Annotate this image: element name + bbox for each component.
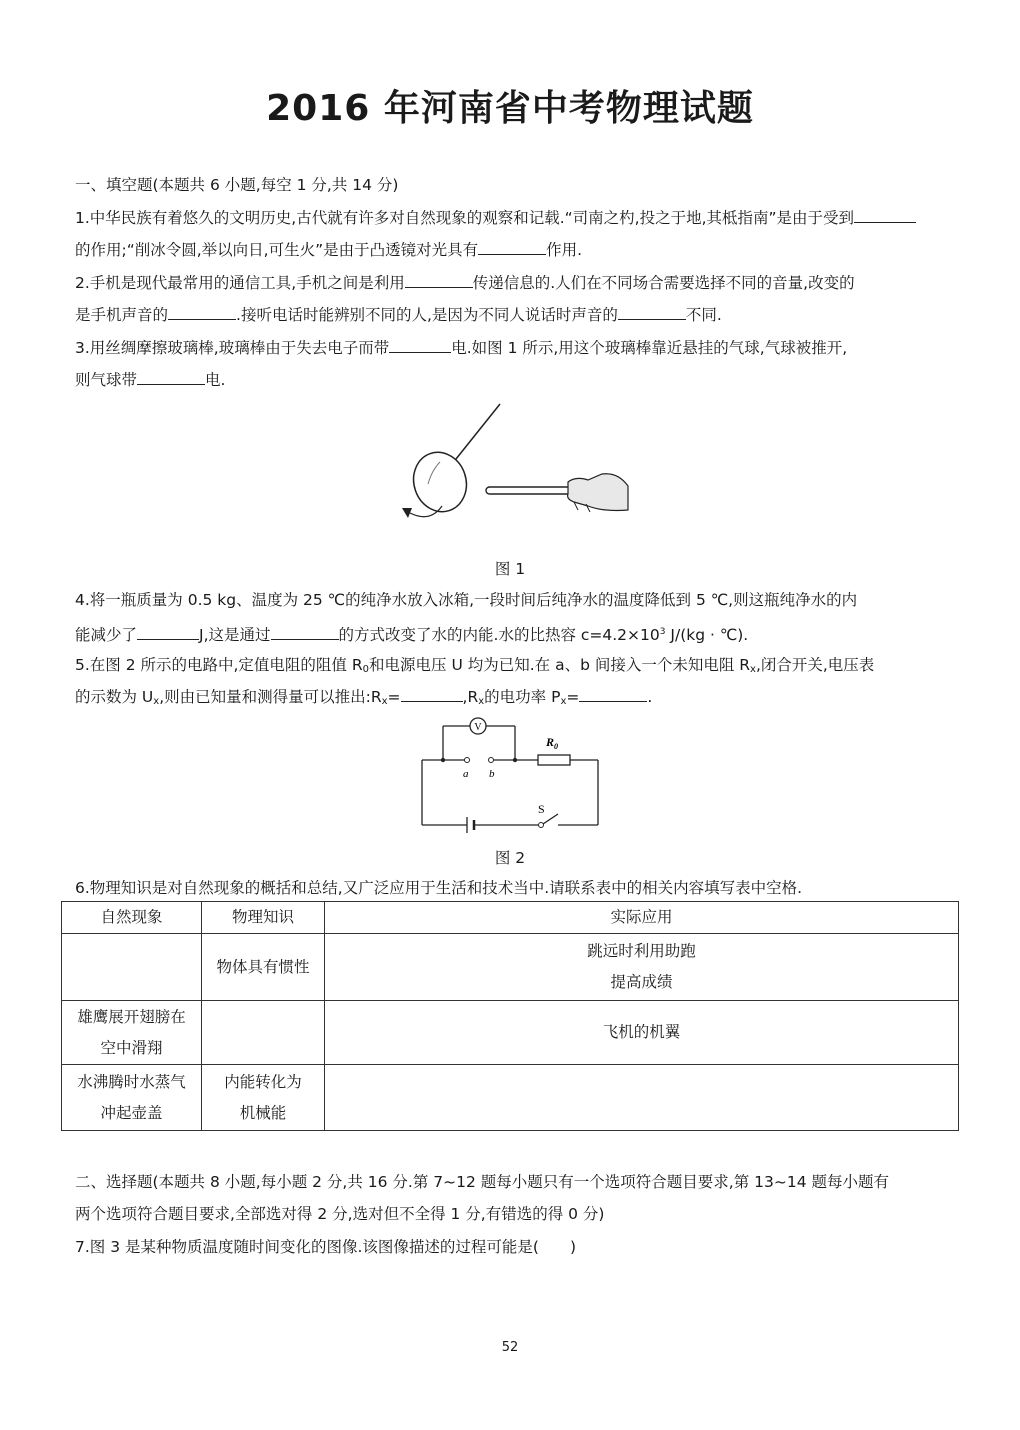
table-header: 自然现象: [62, 902, 202, 934]
knowledge-table: [61, 901, 959, 1131]
answer-blank[interactable]: [137, 370, 205, 385]
table-cell: 水沸腾时水蒸气 冲起壶盖: [62, 1065, 202, 1131]
figure-2-circuit: [410, 712, 610, 834]
voltmeter-label: V: [474, 722, 482, 733]
figure-2-caption: 图 2: [494, 849, 526, 867]
table-header: 实际应用: [325, 902, 959, 934]
question-2-line-2: 是手机声音的 .接听电话时能辨别不同的人,是因为不同人说话时声音的 不同.: [75, 306, 722, 324]
table-cell: 雄鹰展开翅膀在 空中滑翔: [62, 1001, 202, 1065]
figure-1-balloon-rod: [390, 398, 640, 528]
question-1-line-1: 1.中华民族有着悠久的文明历史,古代就有许多对自然现象的观察和记载.“司南之杓,投之于地,其柢指南”是由于受到: [75, 208, 916, 228]
r0-label: $R_0$: [546, 735, 559, 751]
switch-label: S: [538, 802, 545, 816]
answer-blank[interactable]: [579, 687, 647, 702]
answer-blank[interactable]: [405, 273, 473, 288]
question-6-text: 6.物理知识是对自然现象的概括和总结,又广泛应用于生活和技术当中.请联系表中的相关内容填写表中空格.: [75, 879, 803, 897]
answer-blank[interactable]: [854, 208, 916, 223]
answer-blank[interactable]: [168, 305, 236, 320]
table-cell-blank[interactable]: [325, 1065, 959, 1131]
answer-blank[interactable]: [618, 305, 686, 320]
table-header: 物理知识: [202, 902, 325, 934]
table-cell: 物体具有惯性: [202, 934, 325, 1001]
answer-blank[interactable]: [271, 625, 339, 640]
section2-heading-line-2: 两个选项符合题目要求,全部选对得 2 分,选对但不全得 1 分,有错选的得 0 分): [75, 1205, 605, 1223]
page-number: 52: [501, 1340, 519, 1355]
question-5-line-2: 的示数为 $U_x$,则由已知量和测得量可以推出$:R_x= ,R_x$的电功率 $P_x=$ .: [75, 688, 653, 707]
question-3-line-1: 3.用丝绸摩擦玻璃棒,玻璃棒由于失去电子而带 电.如图 1 所示,用这个玻璃棒靠近悬挂的气球,气球被推开,: [75, 339, 848, 357]
figure-1-caption: 图 1: [494, 560, 526, 578]
table-cell-blank[interactable]: [202, 1001, 325, 1065]
question-4-line-2: 能减少了 J,这是通过 的方式改变了水的内能.水的比热容 $c=4.2\times 10^3$ J/(kg · ℃).: [75, 626, 749, 644]
answer-blank[interactable]: [137, 625, 199, 640]
terminal-b-label: b: [489, 768, 495, 780]
table-cell: 跳远时利用助跑 提高成绩: [325, 934, 959, 1001]
question-1-line-2: 的作用;“削冰令圆,举以向日,可生火”是由于凸透镜对光具有 作用.: [75, 241, 583, 259]
question-2-line-1: 2.手机是现代最常用的通信工具,手机之间是利用 传递信息的.人们在不同场合需要选择不同的音量,改变的: [75, 274, 855, 292]
page-title: 2016 年河南省中考物理试题: [266, 88, 754, 129]
table-cell-blank[interactable]: [62, 934, 202, 1001]
section1-heading: 一、填空题(本题共 6 小题,每空 1 分,共 14 分): [75, 176, 399, 194]
table-cell: 内能转化为 机械能: [202, 1065, 325, 1131]
question-5-line-1: 5.在图 2 所示的电路中,定值电阻的阻值 $R_0$和电源电压 U 均为已知.在 a、b 间接入一个未知电阻 $R_x$,闭合开关,电压表: [75, 656, 875, 675]
question-4-line-1: 4.将一瓶质量为 0.5 kg、温度为 25 ℃的纯净水放入冰箱,一段时间后纯净水的温度降低到 5 ℃,则这瓶纯净水的内: [75, 591, 858, 609]
table-cell: 飞机的机翼: [325, 1001, 959, 1065]
answer-blank[interactable]: [401, 687, 463, 702]
question-7-text: 7.图 3 是某种物质温度随时间变化的图像.该图像描述的过程可能是( ): [75, 1238, 577, 1256]
question-3-line-2: 则气球带 电.: [75, 371, 226, 389]
terminal-a-label: a: [463, 768, 469, 780]
answer-blank[interactable]: [389, 338, 451, 353]
section2-heading-line-1: 二、选择题(本题共 8 小题,每小题 2 分,共 16 分.第 7~12 题每小题只有一个选项符合题目要求,第 13~14 题每小题有: [75, 1173, 889, 1191]
answer-blank[interactable]: [478, 240, 546, 255]
